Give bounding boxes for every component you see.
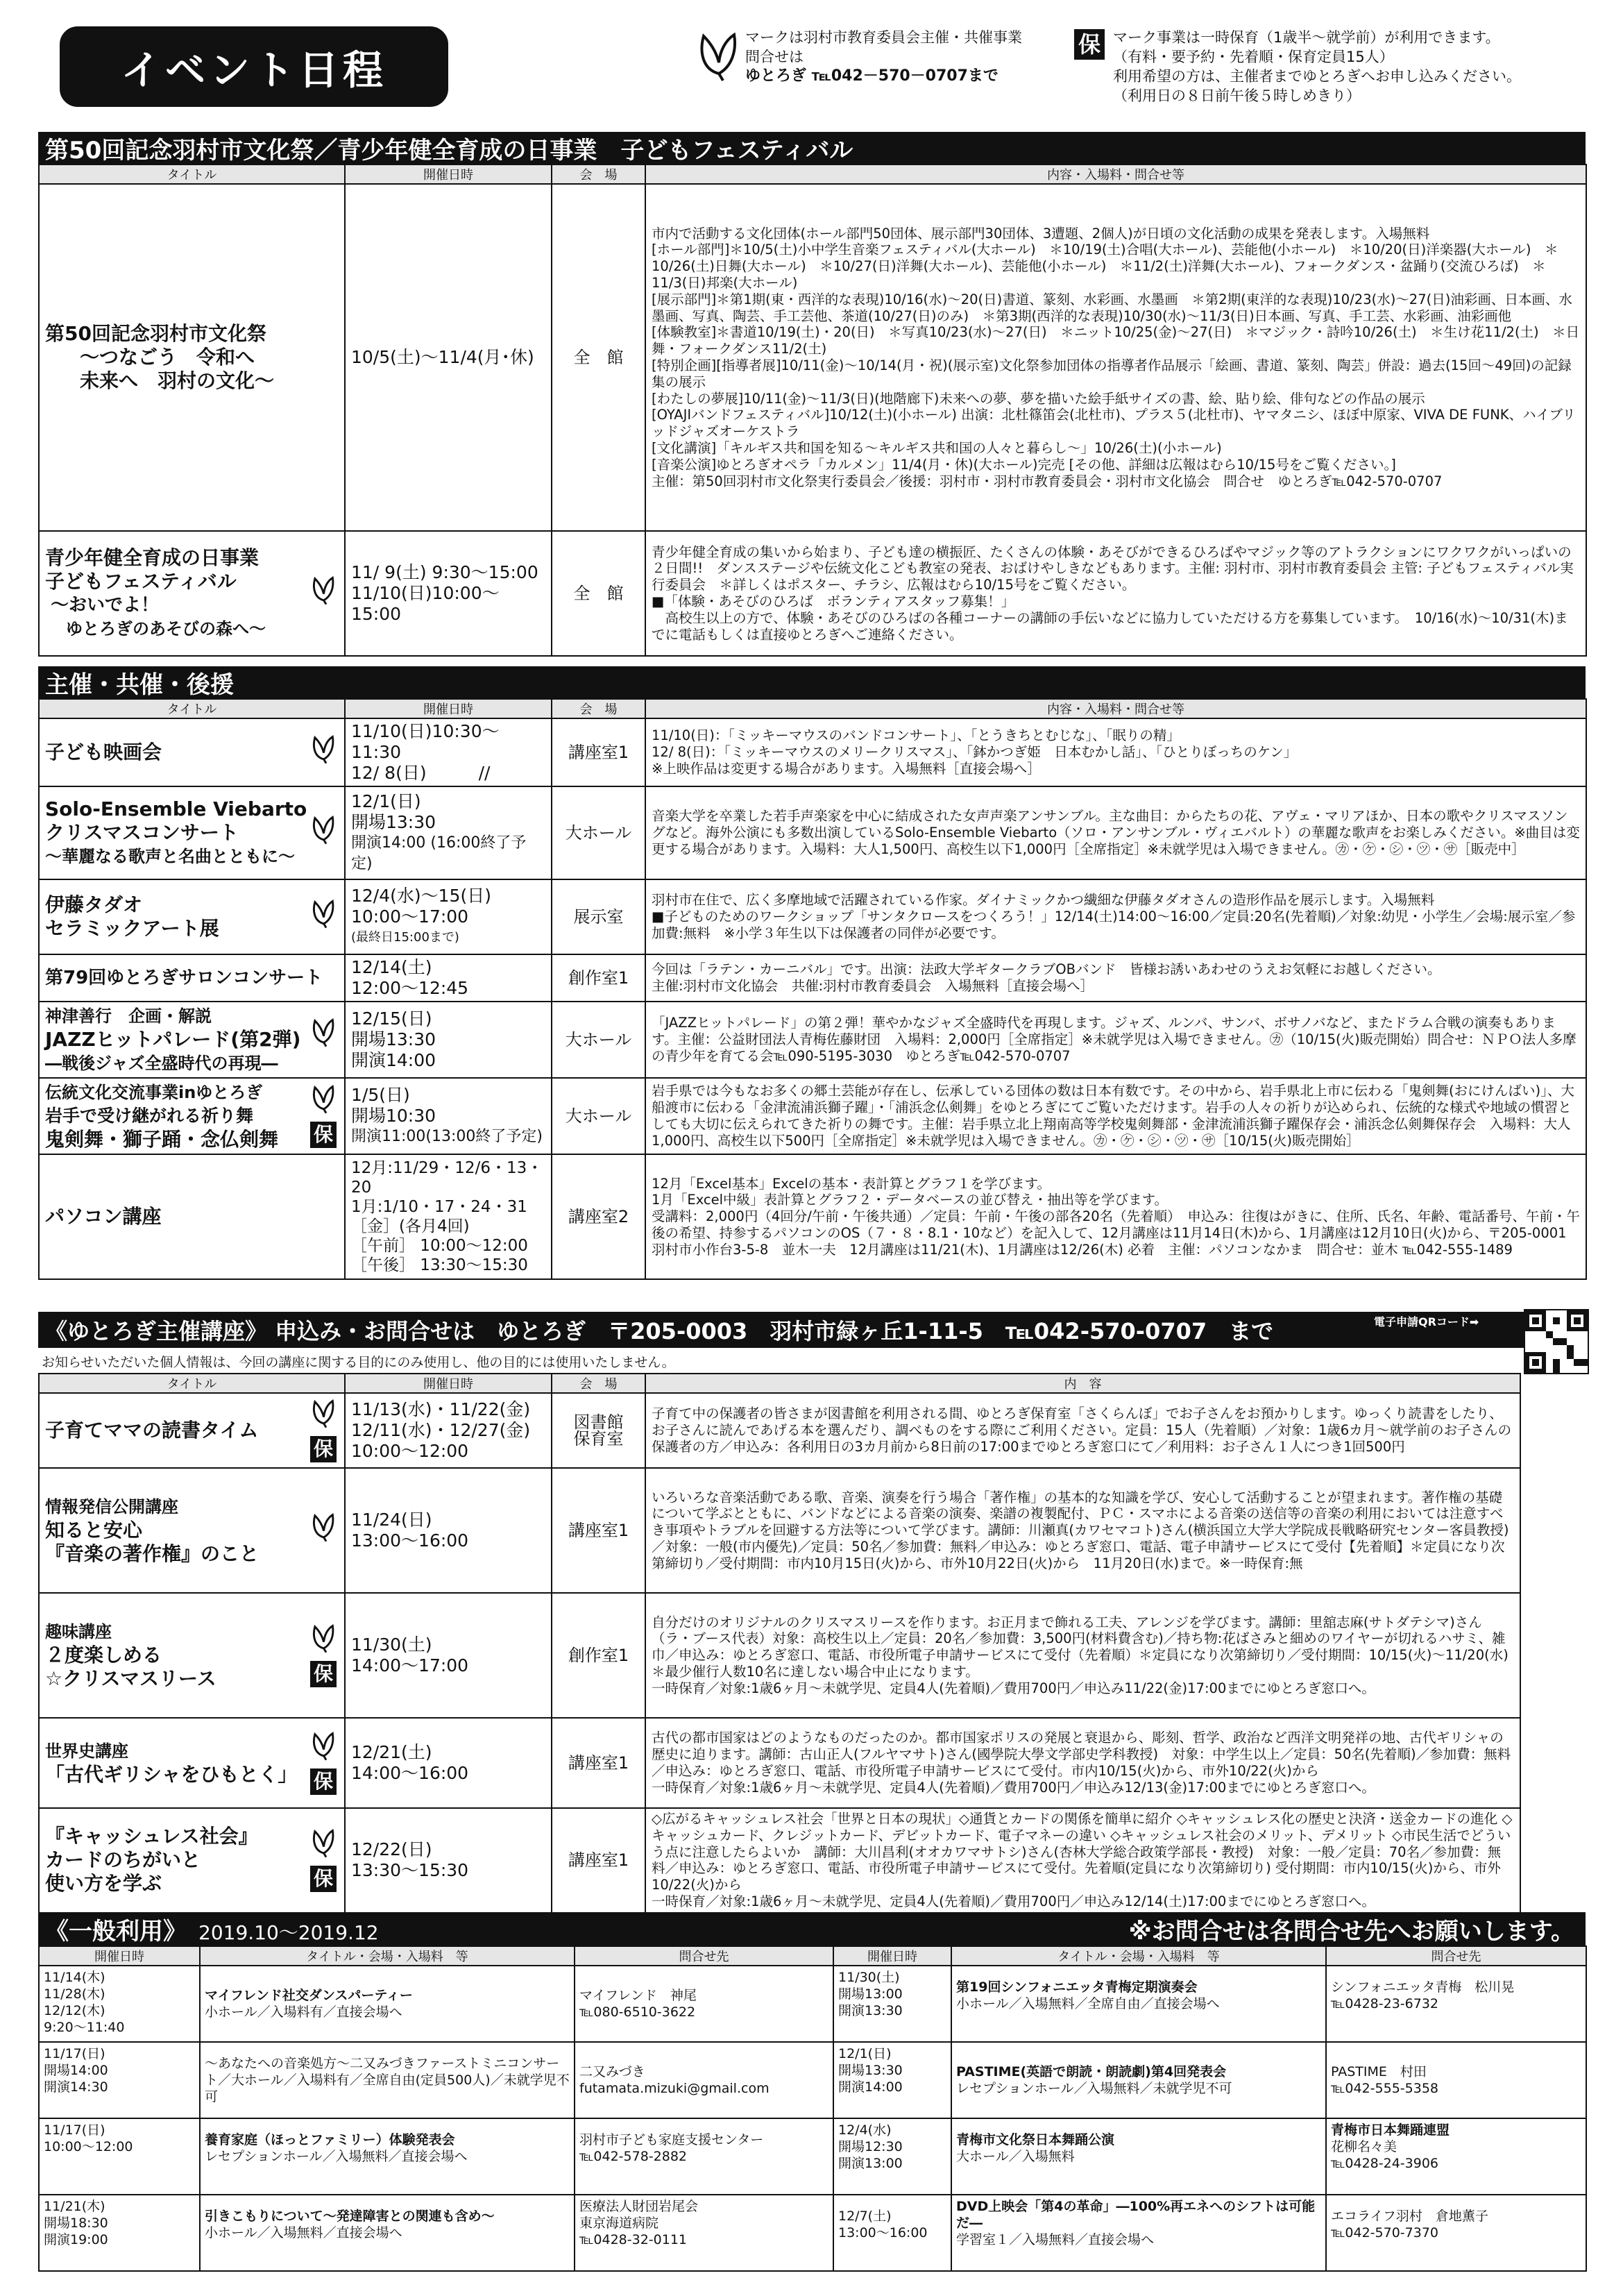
bird-mark-icon (309, 1084, 337, 1115)
table-row (39, 1002, 1586, 1078)
general-date: 11/30(土) 開場13:00 開演13:30 (833, 1966, 951, 2042)
event-date: 11/24(日) 13:00～16:00 (345, 1468, 552, 1593)
general-contact: 医療法人財団岩尾会 東京海道病院 ℡0428-32-0111 (575, 2195, 833, 2271)
col-header: 開催日時 (345, 164, 552, 184)
event-place: 展示室 (552, 879, 645, 954)
event-content: 羽村市在住で、広く多摩地域で活躍されている作家。ダイナミックかつ繊細な伊藤タダオさんの造形作品を展示します。入場無料 ■子どものためのワークショップ「サンタクロースをつくろう！」12/14(土)14:00～16:00／定員:20名(先着順)／対象:幼児・小学生／会場:展示室／参加費:無料 ※小学３年生以下は保護者の同伴が必要です。 (645, 879, 1586, 954)
event-date: 12/14(土) 12:00～12:45 (345, 954, 552, 1002)
section4-bar (38, 1912, 1586, 1945)
table-row (39, 1393, 1520, 1468)
general-date: 11/17(日) 開場14:00 開演14:30 (39, 2042, 200, 2118)
event-place: 講座室1 (552, 1808, 645, 1913)
legend-ho-line3: 利用希望の方は、主催者までゆとろぎへお申し込みください。 (1113, 68, 1521, 85)
col-header: 会 場 (552, 164, 645, 184)
col-header: 開催日時 (39, 1946, 200, 1966)
event-content: 子育て中の保護者の皆さまが図書館を利用される間、ゆとろぎ保育室「さくらんぼ」でお子さんをお預かりします。ゆっくり読書をしたり、お子さんに読んであげる本を選んだり、調べものをする際にご利用ください。定員：15人（先着順）／対象：1歳6カ月～就学前のお子さんの保護者の方／申込み：各利用日の3カ月前から8日前の17:00までゆとろぎ窓口にて／利用料：お子さん１人につき1回500円 (645, 1393, 1520, 1468)
section1-table (38, 164, 1587, 657)
event-content: 12月「Excel基本」Excelの基本・表計算とグラフ１を学びます。 1月「Excel中級」表計算とグラフ２・データベースの並び替え・抽出等を学びます。 受講料：2,000円（4回分/午前・午後共通）／定員：午前・午後の部各20名（先着順） 申込み：往復はがきに、住所、氏名、年齢、電話番号、午前・午後の希望、持参するパソコンのOS（７・８・8.1・10など）を記入して、12月講座は11月14日(木)から、1月講座は12月10日(火)から、〒205-0001 羽村市小作台3-5-8 並木一夫 12月講座は11/21(木)、1月講座は12/26(木) 必着 主催：パソコンなかま 問合せ：並木 ℡042-555-1489 (645, 1154, 1586, 1279)
ho-icon: 保 (1074, 29, 1105, 60)
event-place: 講座室1 (552, 718, 645, 786)
section3-table (38, 1373, 1521, 1914)
bird-mark-icon (308, 575, 339, 611)
general-contact: 羽村市子ども家庭支援センター ℡042-578-2882 (575, 2118, 833, 2195)
general-date: 11/14(木) 11/28(木) 12/12(木) 9:20～11:40 (39, 1966, 200, 2042)
general-title: マイフレンド社交ダンスパーティー 小ホール／入場料有／直接会場へ (200, 1966, 575, 2042)
bird-mark-icon (309, 1623, 337, 1654)
general-date: 11/21(木) 開場18:30 開演19:00 (39, 2195, 200, 2271)
legend-bird-line3: ゆとろぎ ℡042－570－0707まで (745, 67, 999, 85)
section4-title: 《一般利用》 2019.10～2019.12 (45, 1917, 379, 1945)
general-contact: PASTIME 村田 ℡042-555-5358 (1326, 2042, 1586, 2118)
bird-mark-icon (308, 1018, 339, 1054)
table-row (39, 531, 1586, 656)
section4-note: ※お問合せは各問合せ先へお願いします。 (1128, 1917, 1574, 1945)
bird-mark-icon (698, 31, 738, 83)
table-row (39, 2118, 1586, 2195)
privacy-note: お知らせいただいた個人情報は、今回の講座に関する目的にのみ使用し、他の目的には使用いたしません。 (42, 1355, 675, 1370)
event-content: 青少年健全育成の集いから始まり、子ども達の横振匠、たくさんの体験・あそびができるひろばやマジック等のアトラクションにワクワクがいっぱいの２日間!! ダンスステージや伝統文化こども教室の発表、おばけやしきなどもあります。主催: 羽村市、羽村市教育委員会 主管: 子どもフェスティバル実行委員会 ＊詳しくはポスター、チラシ、広報はむら10/15号をご覧ください。 ■「体験・あそびのひろば ボランティアスタッフ募集！」 高校生以上の方で、体験・あそびのひろばの各種コーナーの講師の手伝いなどに協力していただける方を募集しています。 10/16(水)～10/31(木)までに電話もしくは直接ゆとろぎへご連絡ください。 (645, 531, 1586, 656)
event-place: 創作室1 (552, 954, 645, 1002)
row-marks (308, 1828, 339, 1892)
event-date: 11/30(土) 14:00～17:00 (345, 1593, 552, 1718)
col-header: 会 場 (552, 1374, 645, 1393)
event-date: 12/15(日) 開場13:30 開演14:00 (345, 1002, 552, 1078)
event-content: 音楽大学を卒業した若手声楽家を中心に結成された女声声楽アンサンブル。主な曲目：からたちの花、アヴェ・マリアほか、日本の歌やクリスマスソングなど。海外公演にも多数出演しているSolo-Ensemble Viebarto（ソロ・アンサンブル・ヴィエバルト）の華麗な歌声をお楽しみください。※曲目は変更する場合があります。入場料：大人1,500円、高校生以下1,000円［全席指定］※未就学児は入場できません。㋕・㋘・㋛・㋡・㋚［販売中］ (645, 786, 1586, 879)
col-header: 内 容 (645, 1374, 1520, 1393)
bird-mark-icon (309, 1828, 337, 1859)
event-content: いろいろな音楽活動である歌、音楽、演奏を行う場合「著作権」の基本的な知識を学び、安心して活動することが望まれます。著作権の基礎について学ぶとともに、バンドなどによる音楽の演奏、楽譜の複製配付、ＰＣ・スマホによる音楽の送信等の音楽の利用においては注意すべき事項やトラブルを回避する方法等について学びます。講師：川瀬真(カワセマコト)さん(横浜国立大学大学院成長戦略研究センター客員教授)／対象：一般(市内優先)／定員：50名／参加費：無料／申込み：ゆとろぎ窓口、電話、電子申請サービスにて受付【先着順】＊定員になり次第締切り／受付期間：市内10月15日(火)から、市外10月22日(火)から 11月20日(水)まで。※一時保育:無 (645, 1468, 1520, 1593)
row-marks (308, 1731, 339, 1795)
event-title: 第50回記念羽村市文化祭 ～つなごう 令和へ 未来へ 羽村の文化～ (39, 184, 345, 531)
general-title: 第19回シンフォニエッタ青梅定期演奏会 小ホール／入場無料／全席自由／直接会場へ (951, 1966, 1326, 2042)
general-title: 養育家庭（ほっとファミリー）体験発表会 レセプションホール／入場無料／直接会場へ (200, 2118, 575, 2195)
event-place: 大ホール (552, 1002, 645, 1078)
general-title: ～あなたへの音楽処方～二又みづきファーストミニコンサート／大ホール／入場料有／全席自由(定員500人)／未就学児不可 (200, 2042, 575, 2118)
general-contact: シンフォニエッタ青梅 松川晃 ℡0428-23-6732 (1326, 1966, 1586, 2042)
event-title: 第79回ゆとろぎサロンコンサート (39, 954, 345, 1002)
event-date: 12/4(水)～15(日) 10:00～17:00 (最終日15:00まで) (345, 879, 552, 954)
event-date: 12/22(日) 13:30～15:30 (345, 1808, 552, 1913)
col-header: 開催日時 (345, 699, 552, 718)
event-place: 講座室2 (552, 1154, 645, 1279)
event-place: 図書館 保育室 (552, 1393, 645, 1468)
event-content: 11/10(日)：「ミッキーマウスのバンドコンサート」、「とうきちとむじな」、「眠りの精」 12/ 8(日)：「ミッキーマウスのメリークリスマス」、「鉢かつぎ姫 日本むかし話」、「ひとりぼっちのケン」 ※上映作品は変更する場合があります。入場無料［直接会場へ］ (645, 718, 1586, 786)
section4-table (38, 1945, 1587, 2272)
table-row (39, 1154, 1586, 1279)
event-title: 神津善行 企画・解説 JAZZヒットパレード(第2弾) ―戦後ジャズ全盛時代の再現― (39, 1002, 345, 1078)
event-place: 全 館 (552, 531, 645, 656)
general-contact: 青梅市日本舞踊連盟 花柳名々美 ℡0428-24-3906 (1326, 2118, 1586, 2195)
event-title: パソコン講座 (39, 1154, 345, 1279)
event-content: 自分だけのオリジナルのクリスマスリースを作ります。お正月まで飾れる工夫、アレンジを学びます。講師：里舘志麻(サトダテシマ)さん（ラ・ブース代表）対象：高校生以上／定員：20名／参加費：3,500円(材料費含む)／持ち物:花ばさみと細めのワイヤーが切れるハサミ、雑巾／申込み：ゆとろぎ窓口、電話、市役所電子申請サービスにて受付（先着順）＊定員になり次第締切り／受付期間：10/15(火)～11/20(水)＊最少催行人数10名に達しない場合中止になります。 一時保育／対象:1歳6ヶ月～未就学児、定員4人(先着順)／費用700円／申込み11/22(金)17:00までにゆとろぎ窓口へ。 (645, 1593, 1520, 1718)
general-contact: エコライフ羽村 倉地薫子 ℡042-570-7370 (1326, 2195, 1586, 2271)
event-title: 趣味講座 ２度楽しめる ☆クリスマスリース 保 (39, 1593, 345, 1718)
table-row (39, 718, 1586, 786)
table-row (39, 879, 1586, 954)
table-row (39, 786, 1586, 879)
col-header: 問合せ先 (1326, 1946, 1586, 1966)
event-content: 古代の都市国家はどのようなものだったのか。都市国家ポリスの発展と衰退から、彫刻、哲学、政治など西洋文明発祥の地、古代ギリシャの歴史に迫ります。講師：古山正人(フルヤマサト)さん(國學院大學文学部史学科教授) 対象：中学生以上／定員：50名(先着順)／参加費：無料／申込み：ゆとろぎ窓口、電話、市役所電子申請サービスにて受付。市内10/15(火)から、市外10/22(火)から 一時保育／対象:1歳6ヶ月～未就学児、定員4人(先着順)／費用700円／申込み12/13(金)17:00までにゆとろぎ窓口へ。 (645, 1718, 1520, 1808)
event-title: 子育てママの読書タイム 保 (39, 1393, 345, 1468)
event-date: 12/21(土) 14:00～16:00 (345, 1718, 552, 1808)
general-title: 青梅市文化祭日本舞踊公演 大ホール／入場無料 (951, 2118, 1326, 2195)
table-header (39, 699, 1586, 718)
page-title: イベント日程 (60, 26, 448, 107)
col-header: 内容・入場料・問合せ等 (645, 164, 1586, 184)
section3-bar: 《ゆとろぎ主催講座》 申込み・お問合せは ゆとろぎ 〒205-0003 羽村市緑ヶ丘1-11-5 ℡042-570-0707 まで (38, 1312, 1586, 1348)
table-row (39, 1593, 1520, 1718)
col-header: 問合せ先 (575, 1946, 833, 1966)
event-title: 子ども映画会 (39, 718, 345, 786)
event-place: 創作室1 (552, 1593, 645, 1718)
table-row (39, 184, 1586, 531)
legend-ho-line2: （有料・要予約・先着順・保育定員15人） (1113, 49, 1394, 65)
table-row (39, 2042, 1586, 2118)
general-title: 引きこもりについて～発達障害との関連も含め～ 小ホール／入場無料／直接会場へ (200, 2195, 575, 2271)
event-title: 伝統文化交流事業inゆとろぎ 岩手で受け継がれる祈り舞 鬼剣舞・獅子踊・念仏剣舞 保 (39, 1078, 345, 1154)
event-place: 講座室1 (552, 1468, 645, 1593)
general-contact: マイフレンド 神尾 ℡080-6510-3622 (575, 1966, 833, 2042)
event-title: Solo-Ensemble Viebarto クリスマスコンサート ～華麗なる歌声と名曲とともに～ (39, 786, 345, 879)
row-marks (308, 1084, 339, 1148)
event-title: 青少年健全育成の日事業 子どもフェスティバル ～おいでよ！ ゆとろぎのあそびの森へ～ (39, 531, 345, 656)
legend-ho-line4: （利用日の８日前午後５時しめきり） (1113, 87, 1361, 104)
bird-mark-icon (308, 734, 339, 770)
col-header: 会 場 (552, 699, 645, 718)
col-header: タイトル (39, 1374, 345, 1393)
table-header (39, 164, 1586, 184)
section1-bar: 第50回記念羽村市文化祭／青少年健全育成の日事業 子どもフェスティバル (38, 132, 1586, 164)
col-header: タイトル・会場・入場料 等 (951, 1946, 1326, 1966)
event-date: 1/5(日) 開場10:30 開演11:00(13:00終了予定) (345, 1078, 552, 1154)
col-header: タイトル (39, 699, 345, 718)
table-header (39, 1374, 1520, 1393)
event-content: ◇広がるキャッシュレス社会「世界と日本の現状」◇通貨とカードの関係を簡単に紹介 ◇キャッシュレス化の歴史と決済・送金カードの進化 ◇キャッシュカード、クレジットカード、デビットカード、電子マネーの違い ◇キャッシュレス社会のメリット、デメリット ◇市民生活でどういう点に注意したらよいか 講師：大川昌利(オオカワマサトシ)さん(杏林大学総合政策学部長・教授) 対象：一般／定員：70名／参加費：無料／申込み：ゆとろぎ窓口、電話、市役所電子申請サービスにて受付。先着順(定員になり次第締切り) 受付期間：市内10/15(火)から、市外10/22(火)から 一時保育／対象:1歳6ヶ月～未就学児、定員4人(先着順)／費用700円／申込み12/14(土)17:00までにゆとろぎ窓口へ。 (645, 1808, 1520, 1913)
general-date: 12/1(日) 開場13:30 開演14:00 (833, 2042, 951, 2118)
general-date: 11/17(日) 10:00～12:00 (39, 2118, 200, 2195)
ho-icon: 保 (310, 1769, 337, 1795)
legend-bird (701, 28, 1062, 86)
event-title: 世界史講座 「古代ギリシャをひもとく」 保 (39, 1718, 345, 1808)
event-content: 「JAZZヒットパレード」の第２弾！華やかなジャズ全盛時代を再現します。ジャズ、ルンバ、サンバ、ボサノバなど、またドラム合戦の演奏もあります。主催：公益財団法人青梅佐藤財団 入場料：2,000円［全席指定］※未就学児は入場できません。㋕（10/15(火)販売開始）問合せ：ＮＰＯ法人多摩の青少年を育てる会℡090-5195-3030 ゆとろぎ℡042-570-0707 (645, 1002, 1586, 1078)
table-row (39, 1718, 1520, 1808)
event-date: 10/5(土)～11/4(月･休) (345, 184, 552, 531)
event-place: 全 館 (552, 184, 645, 531)
row-marks (308, 1623, 339, 1687)
event-date: 11/13(水)・11/22(金) 12/11(水)・12/27(金) 10:00～12:00 (345, 1393, 552, 1468)
table-row (39, 1468, 1520, 1593)
legend-bird-line2: 問合せは (745, 49, 804, 65)
col-header: 開催日時 (345, 1374, 552, 1393)
event-content: 今回は「ラテン・カーニバル」です。出演：法政大学ギタークラブOBバンド 皆様お誘いあわせのうえお気軽にお越しください。 主催:羽村市文化協会 共催:羽村市教育委員会 入場無料［直接会場へ］ (645, 954, 1586, 1002)
general-contact: 二又みづき futamata.mizuki@gmail.com (575, 2042, 833, 2118)
qr-label: 電子申請QRコード➡ (1374, 1315, 1479, 1328)
general-title: PASTIME(英語で朗読・朗読劇)第4回発表会 レセプションホール／入場無料／未就学児不可 (951, 2042, 1326, 2118)
bird-mark-icon (309, 1731, 337, 1762)
table-row (39, 2195, 1586, 2271)
event-date: 11/ 9(土) 9:30～15:00 11/10(日)10:00～15:00 (345, 531, 552, 656)
col-header: 開催日時 (833, 1946, 951, 1966)
section2-bar: 主催・共催・後援 (38, 666, 1586, 698)
general-title: DVD上映会「第4の革命」―100%再エネへのシフトは可能だ― 学習室１／入場無料／直接会場へ (951, 2195, 1326, 2271)
event-date: 12/1(日) 開場13:30 開演14:00 (16:00終了予定) (345, 786, 552, 879)
bird-mark-icon (308, 899, 339, 935)
legend-ho (1074, 28, 1601, 105)
col-header: タイトル (39, 164, 345, 184)
legend-ho-line1: マーク事業は一時保育（1歳半～就学前）が利用できます。 (1113, 29, 1500, 46)
table-row (39, 1966, 1586, 2042)
table-row (39, 1078, 1586, 1154)
col-header: タイトル・会場・入場料 等 (200, 1946, 575, 1966)
event-content: 市内で活動する文化団体(ホール部門50団体、展示部門30団体、3遭題、2個人)が日頃の文化活動の成果を発表します。入場無料 [ホール部門]＊10/5(土)小中学生音楽フェスティバル(大ホール) ＊10/19(土)合唱(大ホール)、芸能他(小ホール) ＊10/20(日)洋楽器(大ホール) ＊10/26(土)日舞(大ホール) ＊10/27(日)洋舞(大ホール)、芸能他(小ホール) ＊11/2(土)洋舞(大ホール)、フォークダンス・盆踊り(交流ひろば) ＊11/3(日)邦楽(大ホール) [展示部門]＊第1期(東・西洋的な表現)10/16(水)～20(日)書道、篆刻、水彩画、水墨画 ＊第2期(東洋的な表現)10/23(水)～27(日)油彩画、日本画、水墨画、写真、陶芸、手工芸他、茶道(10/27(日)のみ) ＊第3期(西洋的な表現)10/30(水)～11/3(日)日本画、写真、手工芸、水彩画、油彩画他 [体験教室]＊書道10/19(土)・20(日) ＊写真10/23(水)～27(日) ＊ニット10/25(金)～27(日) ＊マジック・詩吟10/26(土) ＊生け花11/2(土) ＊日舞・フォークダンス11/2(土) [特別企画][指導者展]10/11(金)～10/14(月・祝)(展示室)文化祭参加団体の指導者作品展示「絵画、書道、篆刻、陶芸」併設：過去(15回～49回)の記録集の展示 [わたしの夢展]10/11(金)～11/3(日)(地階廊下)未来への夢、夢を描いた絵手紙サイズの書、絵、貼り絵、俳句などの作品の展示 [OYAJIバンドフェスティバル]10/12(土)(小ホール) 出演：北杜篠笛会(北杜市)、プラス５(北杜市)、ヤマタニシ、ほぼ中原家、VIVA DE FUNK、ハイブリッドジャズオーケストラ [文化講演]「キルギス共和国を知る～キルギス共和国の人々と暮らし～」10/26(土)(小ホール) [音楽公演]ゆとろぎオペラ「カルメン」11/4(月・休)(大ホール)完売 [その他、詳細は広報はむら10/15号をご覧ください。] 主催：第50回羽村市文化祭実行委員会／後援：羽村市・羽村市教育委員会・羽村市文化協会 問合せ ゆとろぎ℡042-570-0707 (645, 184, 1586, 531)
event-title: 情報発信公開講座 知ると安心 『音楽の著作権』のこと (39, 1468, 345, 1593)
section2-table (38, 698, 1587, 1280)
table-header (39, 1946, 1586, 1966)
event-place: 大ホール (552, 786, 645, 879)
event-content: 岩手県では今もなお多くの郷土芸能が存在し、伝承している団体の数は日本有数です。その中から、岩手県北上市に伝わる「鬼剣舞(おにけんばい)」、大船渡市に伝わる「金津流浦浜獅子躍」・「浦浜念仏剣舞」をゆとろぎにてご覧いただけます。岩手の人々の祈りが込められ、伝統的な様式や地域の慣習としても大切に伝えられてきた祈りの舞です。主催：岩手県立北上翔南高等学校鬼剣舞部・金津流浦浜獅子躍保存会・浦浜念仏剣舞保存会 入場料：大人1,000円、高校生以下500円［全席指定］※未就学児は入場できません。㋕・㋘・㋛・㋡・㋚［10/15(火)販売開始］ (645, 1078, 1586, 1154)
ho-icon: 保 (310, 1122, 337, 1148)
general-date: 12/7(土) 13:00～16:00 (833, 2195, 951, 2271)
bird-mark-icon (309, 1399, 337, 1429)
ho-icon: 保 (310, 1436, 337, 1462)
event-title: 『キャッシュレス社会』 カードのちがいと 使い方を学ぶ 保 (39, 1808, 345, 1913)
event-place: 講座室1 (552, 1718, 645, 1808)
legend-bird-line1: マークは羽村市教育委員会主催・共催事業 (745, 29, 1022, 46)
event-place: 大ホール (552, 1078, 645, 1154)
ho-icon: 保 (310, 1661, 337, 1687)
col-header: 内容・入場料・問合せ等 (645, 699, 1586, 718)
ho-icon: 保 (310, 1866, 337, 1892)
event-date: 12月:11/29・12/6・13・20 1月:1/10・17・24・31 ［金］(各月4回) ［午前］ 10:00～12:00 ［午後］ 13:30～15:30 (345, 1154, 552, 1279)
general-date: 12/4(水) 開場12:30 開演13:00 (833, 2118, 951, 2195)
table-row (39, 954, 1586, 1002)
event-date: 11/10(日)10:30～11:30 12/ 8(日) // (345, 718, 552, 786)
bird-mark-icon (308, 815, 339, 851)
row-marks (308, 1399, 339, 1462)
table-row (39, 1808, 1520, 1913)
bird-mark-icon (308, 1512, 339, 1548)
qr-code-icon[interactable] (1524, 1309, 1589, 1374)
event-title: 伊藤タダオ セラミックアート展 (39, 879, 345, 954)
